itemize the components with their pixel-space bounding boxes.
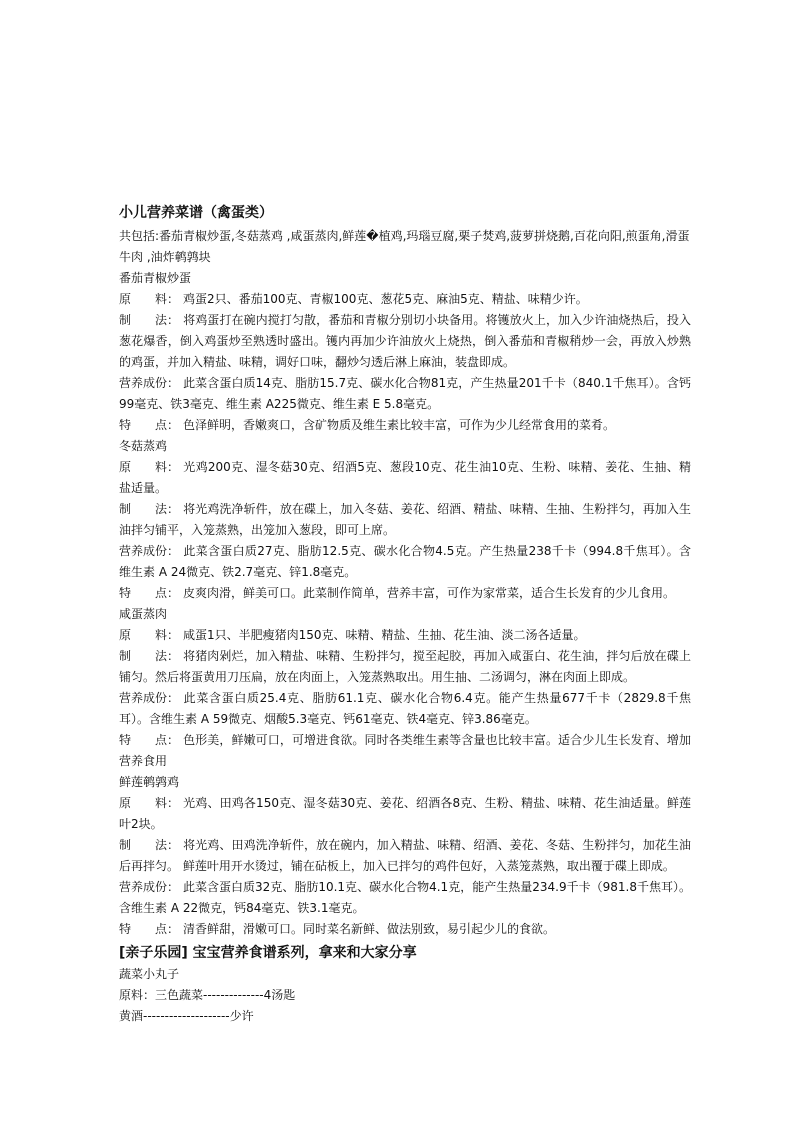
nutrition-label: 营养成份： <box>119 880 180 894</box>
recipe-nutrition <box>119 877 691 919</box>
features-label: 特 点： <box>119 922 180 936</box>
method-label: 制 法： <box>119 649 180 663</box>
recipe-nutrition <box>119 541 691 583</box>
recipe-section <box>119 604 691 772</box>
recipe-method <box>119 646 691 688</box>
nutrition-text: 此菜含蛋白质27克、脂肪12.5克、碳水化合物4.5克。产生热量238千卡（994.8千焦耳）。含维生素 A 24微克、铁2.7毫克、锌1.8毫克。 <box>119 544 691 579</box>
nutrition-text: 此菜含蛋白质14克、脂肪15.7克、碳水化合物81克，产生热量201千卡（840.1千焦耳）。含钙99毫克、铁3毫克、维生素 A225微克、维生素 E 5.8毫克。 <box>119 376 691 411</box>
recipe-features <box>119 919 691 940</box>
ingredients-text: 光鸡200克、湿冬菇30克、绍酒5克、葱段10克、花生油10克、生粉、味精、姜花、生抽、精盐适量。 <box>119 460 691 495</box>
features-label: 特 点： <box>119 733 180 747</box>
ingredients-label: 原 料： <box>119 460 180 474</box>
ingredient-line: 黄酒--------------------少许 <box>119 1009 254 1023</box>
method-label: 制 法： <box>119 838 180 852</box>
recipe-features <box>119 415 691 436</box>
method-label: 制 法： <box>119 313 180 327</box>
nutrition-label: 营养成份： <box>119 544 180 558</box>
ingredients-text: 咸蛋1只、半肥瘦猪肉150克、味精、精盐、生抽、花生油、淡二汤各适量。 <box>183 628 586 642</box>
recipe-name: 鲜莲鹌鹑鸡 <box>119 775 180 789</box>
recipe-name: 蔬菜小丸子 <box>119 967 180 981</box>
method-text: 将光鸡洗净斩件，放在碟上，加入冬菇、姜花、绍酒、精盐、味精、生抽、生粉拌匀，再加入生油拌匀铺平，入笼蒸熟，出笼加入葱段，即可上席。 <box>119 502 691 537</box>
section-two <box>119 942 691 1027</box>
recipe-section <box>119 268 691 436</box>
ingredient-line: 原料：三色蔬菜--------------4汤匙 <box>119 988 296 1002</box>
recipe-features <box>119 583 691 604</box>
ingredients-label: 原 料： <box>119 292 180 306</box>
features-text: 色形美，鲜嫩可口，可增进食欲。同时各类维生素等含量也比较丰富。适合少儿生长发育、增加营养食用 <box>119 733 691 768</box>
nutrition-label: 营养成份： <box>119 376 180 390</box>
recipe-name: 番茄青椒炒蛋 <box>119 271 192 285</box>
ingredients-text: 光鸡、田鸡各150克、湿冬菇30克、姜花、绍酒各8克、生粉、精盐、味精、花生油适量。鲜莲叶2块。 <box>119 796 691 831</box>
document-page <box>119 204 691 1027</box>
ingredients-label: 原 料： <box>119 796 180 810</box>
recipe-method <box>119 310 691 373</box>
recipe-ingredients <box>119 625 691 646</box>
recipe-ingredients <box>119 289 691 310</box>
nutrition-label: 营养成份： <box>119 691 180 705</box>
features-label: 特 点： <box>119 586 180 600</box>
recipe-method <box>119 835 691 877</box>
features-text: 色泽鲜明，香嫩爽口，含矿物质及维生素比较丰富，可作为少儿经常食用的菜肴。 <box>183 418 616 432</box>
method-text: 将光鸡、田鸡洗净斩件，放在碗内，加入精盐、味精、绍酒、姜花、冬菇、生粉拌匀，加花生油后再拌匀。 鲜莲叶用开水烫过，铺在砧板上，加入已拌匀的鸡件包好，入蒸笼蒸熟，取出覆于碟上即成。 <box>119 838 691 873</box>
ingredients-label: 原 料： <box>119 628 180 642</box>
ingredients-text: 鸡蛋2只、番茄100克、青椒100克、葱花5克、麻油5克、精盐、味精少许。 <box>183 292 588 306</box>
features-text: 皮爽肉滑，鲜美可口。此菜制作简单，营养丰富，可作为家常菜，适合生长发育的少儿食用。 <box>183 586 676 600</box>
nutrition-text: 此菜含蛋白质32克、脂肪10.1克、碳水化合物4.1克，能产生热量234.9千卡（981.8千焦耳）。含维生素 A 22微克，钙84毫克、铁3.1毫克。 <box>119 880 691 915</box>
method-text: 将鸡蛋打在碗内搅打匀散，番茄和青椒分别切小块备用。将镬放火上，加入少许油烧热后，投入葱花爆香，倒入鸡蛋炒至熟透时盛出。镬内再加少许油放火上烧热，倒入番茄和青椒稍炒一会，再放入炒熟的鸡蛋，并加入精盐、味精，调好口味，翻炒匀透后淋上麻油，装盘即成。 <box>119 313 691 369</box>
document-title: 小儿营养菜谱（禽蛋类） <box>119 205 273 221</box>
recipe-list-intro: 共包括:番茄青椒炒蛋,冬菇蒸鸡 ,咸蛋蒸肉,鲜莲�植鸡,玛瑙豆腐,栗子焚鸡,菠萝拼烧鹅,百花向阳,煎蛋角,滑蛋牛肉 ,油炸鹌鹑块 <box>119 229 690 264</box>
method-text: 将猪肉剁烂，加入精盐、味精、生粉拌匀，搅至起胶，再加入咸蛋白、花生油，拌匀后放在碟上铺匀。然后将蛋黄用刀压扁，放在肉面上，入笼蒸熟取出。用生抽、二汤调匀，淋在肉面上即成。 <box>119 649 691 684</box>
recipe-nutrition <box>119 688 691 730</box>
nutrition-text: 此菜含蛋白质25.4克、脂肪61.1克、碳水化合物6.4克。能产生热量677千卡（2829.8千焦耳）。含维生素 A 59微克、烟酸5.3毫克、钙61毫克、铁4毫克、锌3.86毫克。 <box>119 691 691 726</box>
section-heading: [亲子乐园] 宝宝营养食谱系列，拿来和大家分享 <box>119 945 417 961</box>
recipe-ingredients <box>119 793 691 835</box>
recipe-name: 冬菇蒸鸡 <box>119 439 168 453</box>
features-text: 清香鲜甜，滑嫩可口。同时菜名新鲜、做法别致，易引起少儿的食欲。 <box>183 922 556 936</box>
recipe-section <box>119 436 691 604</box>
features-label: 特 点： <box>119 418 180 432</box>
recipe-features <box>119 730 691 772</box>
method-label: 制 法： <box>119 502 180 516</box>
recipe-nutrition <box>119 373 691 415</box>
recipe-section <box>119 772 691 940</box>
recipe-name: 咸蛋蒸肉 <box>119 607 168 621</box>
recipe-ingredients <box>119 457 691 499</box>
recipe-method <box>119 499 691 541</box>
